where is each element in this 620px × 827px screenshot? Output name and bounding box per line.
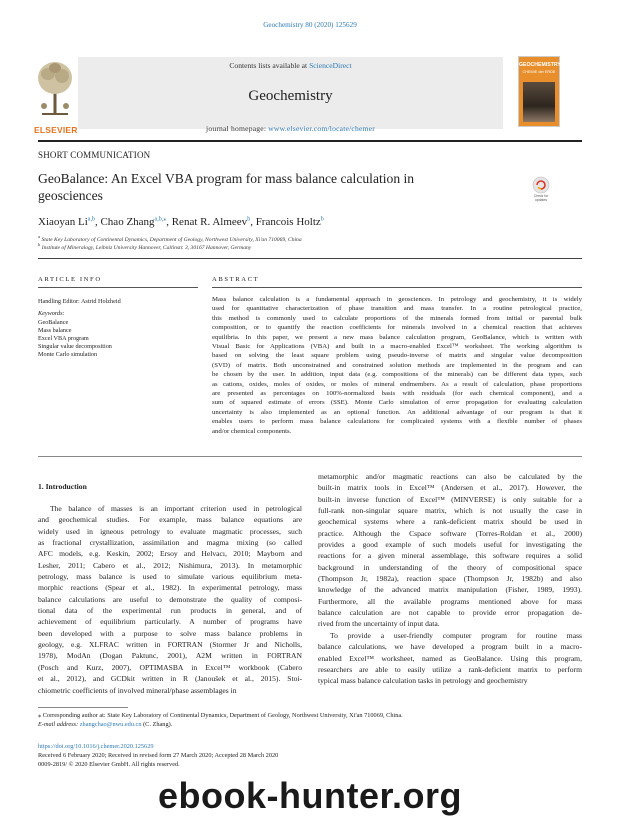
author-affil-marker: a,b,⁎ [154,216,167,222]
author-name: Renat R. Almeev [171,215,248,228]
text-line: built-in matrix tools in Excel™ (Andersen et al., 2017). However, the [318,483,582,493]
text-line: as fractional crystallization, assimilation and magma mixing (so called [38,538,302,548]
title-line-1: GeoBalance: An Excel VBA program for mass balance calculation in [38,171,415,186]
author[interactable] [100,216,171,228]
text-line: The balance of masses is an important criterion used in petrological [50,504,302,513]
author-separator: , [250,215,256,228]
text-line: Visual Basic for Applications (VBA) and built in a macro-enabled Excel™ worksheet. The working algorithm is [212,343,582,351]
text-line: used for quantitative characterization of phase transition and mass transfer. In a routine petrological practice, [212,305,582,313]
received-dates: Received 6 February 2020; Received in revised form 27 March 2020; Accepted 28 March 2020 [38,752,279,759]
email-link[interactable]: zhangchao@nwu.edu.cn [79,721,142,728]
text-line: balance calculation are not capable to provide error propagation de- [318,608,582,618]
author-affil-marker: a,b [87,216,95,222]
text-line: this method is commonly used to calculate proportions of the minerals formed from initial or parental bulk [212,314,582,322]
section-divider [38,258,582,259]
author[interactable] [172,216,256,228]
publisher-logo-text: ELSEVIER [34,125,78,135]
text-line: reactions for a given mineral assemblage, this software requires a solid [318,551,582,561]
author-affil-marker: b [320,216,324,222]
author-separator: , [94,215,101,228]
author-name: Francois Holtz [255,215,321,228]
text-line: enables users to perform mass balance calculations for complicated systems with a flexible number of phases [212,418,582,426]
author-affil-marker: b [247,216,251,222]
keyword: Singular value decomposition [38,343,112,350]
text-line: Mass balance calculation is a fundamental approach in geosciences. In petrology and geochemistry, it is widely [212,296,582,303]
text-line: based on solving the least square problem using pseudo-inverse of matrix and singular value decomposition [212,352,582,360]
keyword: Excel VBA program [38,335,89,342]
text-line: full-rank non-singular square matrix, which is not usually the case in [318,506,582,516]
cover-subtitle: CHEMIE der ERDE [522,69,556,74]
text-line: and/or chemical components. [212,427,292,435]
text-line: tional data of the experimental run products in general, and of [38,606,302,616]
text-line: balance calculations are useful to demonstrate the quality of composi- [38,594,302,604]
doi-link[interactable]: https://doi.org/10.1016/j.chemer.2020.125629 [38,743,154,750]
abstract-body [212,295,582,436]
text-line: been developed with a purpose to solve mass balance problems in [38,628,302,638]
text-line: equilibria. In this paper, we present a new mass balance calculation program, GeoBalance, which is written with [212,333,582,341]
header-divider [38,140,582,142]
text-line: enabled Excel™ worksheet, named as GeoBalance. Using this program, [318,653,582,663]
body-left-column [38,503,302,696]
text-line: sum of squared estimate of errors (SSE). Monte Carlo simulation of error propagation for evaluating calculation [212,399,582,407]
title-line-2: geosciences [38,188,103,203]
text-line: 1978), ModAn (Dogan Paktunc, 2001), A2M written in FORTRAN [38,651,302,661]
text-line: background in understanding of the theory of compositional space [318,562,582,572]
author-list [38,215,324,228]
text-line: practice. Although the Cspace software (Torres-Roldan et al., 2000) [318,528,582,538]
keywords-list [38,319,112,359]
citation-link[interactable]: Geochemistry 80 (2020) 125629 [263,21,357,29]
keywords-label: Keywords: [38,310,65,317]
text-line: achievement of equilibrium particularly. A number of programs have [38,617,302,627]
text-line: as cations, oxides, moles of oxides, or moles of mineral endmembers. As a result of calculation, phase proportions [212,380,582,388]
email-label: E-mail address: [38,721,80,728]
affiliation-text: Institute of Mineralogy, Leibniz University Hannover, Callinstr. 3, 30167 Hannover, Germany [41,244,252,251]
text-line: (Thompson Jr, 1982a), reaction space (Thompson Jr, 1982b) and also [318,574,582,584]
text-line: et al., 2012), and GCDkit written in R (Janoušek et al., 2015). Stoi- [38,674,302,684]
journal-masthead [78,57,503,133]
text-line: geochemical systems where a rank-deficient matrix should be used in [318,517,582,527]
text-line: and geochemical studies. For example, mass balance equations are [38,515,302,525]
author-name: Xiaoyan Li [38,215,88,228]
cover-title: GEOCHEMISTRY [519,62,561,68]
introduction-heading: 1. Introduction [38,482,87,491]
article-info-rule [38,287,198,288]
text-line: researchers are able to easily utilize a rank-deficient matrix to perform [318,664,582,674]
cover-image [523,82,555,122]
corresponding-author-note: ⁎ Corresponding author at: State Key Laboratory of Continental Dynamics, Department of Geology, Northwest University, Xi'an 710069, China. [38,712,403,719]
text-line: morphic reactions (Spear et al., 1982). In experimental petrology, mass [38,583,302,593]
journal-homepage [78,124,503,133]
journal-title: Geochemistry [248,88,333,104]
text-line: AFC models, e.g. Keskin, 2002; Ersoy and Helvacı, 2010; Mayborn and [38,549,302,559]
text-line: uncertainty is also implemented as an optional function. An additional advantage of our program is that it [212,408,582,416]
copyright: 0009-2819/ © 2020 Elsevier GmbH. All rights reserved. [38,761,180,768]
check-updates-label: Check for updates [533,194,549,202]
homepage-prefix: journal homepage: [206,124,269,133]
affiliation-marker: b [38,242,41,247]
article-type: SHORT COMMUNICATION [38,150,151,160]
author-name: Chao Zhang [100,215,155,228]
text-line: be chosen by the user. In addition, input data (e.g. compositions of the minerals) can be different data types, such [212,371,582,379]
abstract-bottom-rule [38,456,582,457]
text-line: knowledge of the advanced matrix manipulation (Fisher, 1989, 1993). [318,585,582,595]
watermark: ebook-hunter.org [158,775,462,816]
article-title [38,170,498,204]
journal-cover[interactable] [518,56,560,127]
article-info-heading: ARTICLE INFO [38,276,102,283]
text-line: To provide a user-friendly computer program for routine mass [330,630,582,640]
elsevier-tree-icon [34,56,76,120]
author[interactable] [38,216,100,228]
author[interactable] [256,216,324,228]
text-line: (SVD) of matrix. Both unconstrained and constrained solution methods are implemented in the program and can [212,361,582,369]
affiliation [38,242,251,251]
check-for-updates-badge[interactable] [528,175,554,203]
abstract-heading: ABSTRACT [212,276,260,283]
affiliation-text: State Key Laboratory of Continental Dynamics, Department of Geology, Northwest University, Xi'an 710069, China [41,236,302,243]
footnote-rule [38,707,128,708]
text-line: metamorphic and/or magmatic reactions can also be calculated by the [318,472,582,481]
sciencedirect-link[interactable]: ScienceDirect [309,61,352,70]
text-line: petrology, mass balance is used to simulate various equilibrium meta- [38,572,302,582]
text-line: geology, e.g. XLFRAC written in FORTRAN (Stormer Jr and Nicholls, [38,640,302,650]
text-line: rived from the uncertainty of input data. [318,619,440,629]
email-line [38,721,172,728]
handling-editor: Handling Editor: Astrid Holzheid [38,298,121,305]
text-line: (Posch and Kurz, 2007), OPTIMASBA in Excel™ workbook (Cabero [38,662,302,672]
contents-prefix: Contents lists available at [229,61,310,70]
homepage-link[interactable]: www.elsevier.com/locate/chemer [268,124,375,133]
abstract-rule [212,287,582,288]
affiliation-marker: a [38,234,41,239]
keyword: Mass balance [38,327,72,334]
text-line: are presented as percentages on 100%-normalized basis with residuals (for each chemical component), and a [212,390,582,398]
text-line: Lesher, 2011; Cabero et al., 2012; Nishimura, 2013). In metamorphic [38,560,302,570]
keyword: GeoBalance [38,319,69,326]
text-line: chiometric coefficients of involved mineral/phase assemblages in [38,685,237,695]
elsevier-logo [34,56,76,134]
text-line: Furthermore, all the available programs mentioned above for mass [318,596,582,606]
author-separator: , [166,215,172,228]
text-line: provides a good example of such models useful for investigating the [318,540,582,550]
text-line: typical mass balance calculation tasks in petrology and geochemistry [318,676,528,686]
contents-line [78,61,503,70]
text-line: balance calculations, we have developed a program built in a macro- [318,642,582,652]
keyword: Monte Carlo simulation [38,351,98,358]
text-line: composition, or to quantify the reaction coefficients for minerals involved in a chemical reaction that achieves [212,324,582,332]
body-right-column [318,471,582,687]
email-suffix: (C. Zhang). [141,721,173,728]
text-line: built-in inverse function of Excel™ (MINVERSE) is only suitable for a [318,494,582,504]
text-line: widely used in igneous petrology to evaluate magmatic processes, such [38,526,302,536]
